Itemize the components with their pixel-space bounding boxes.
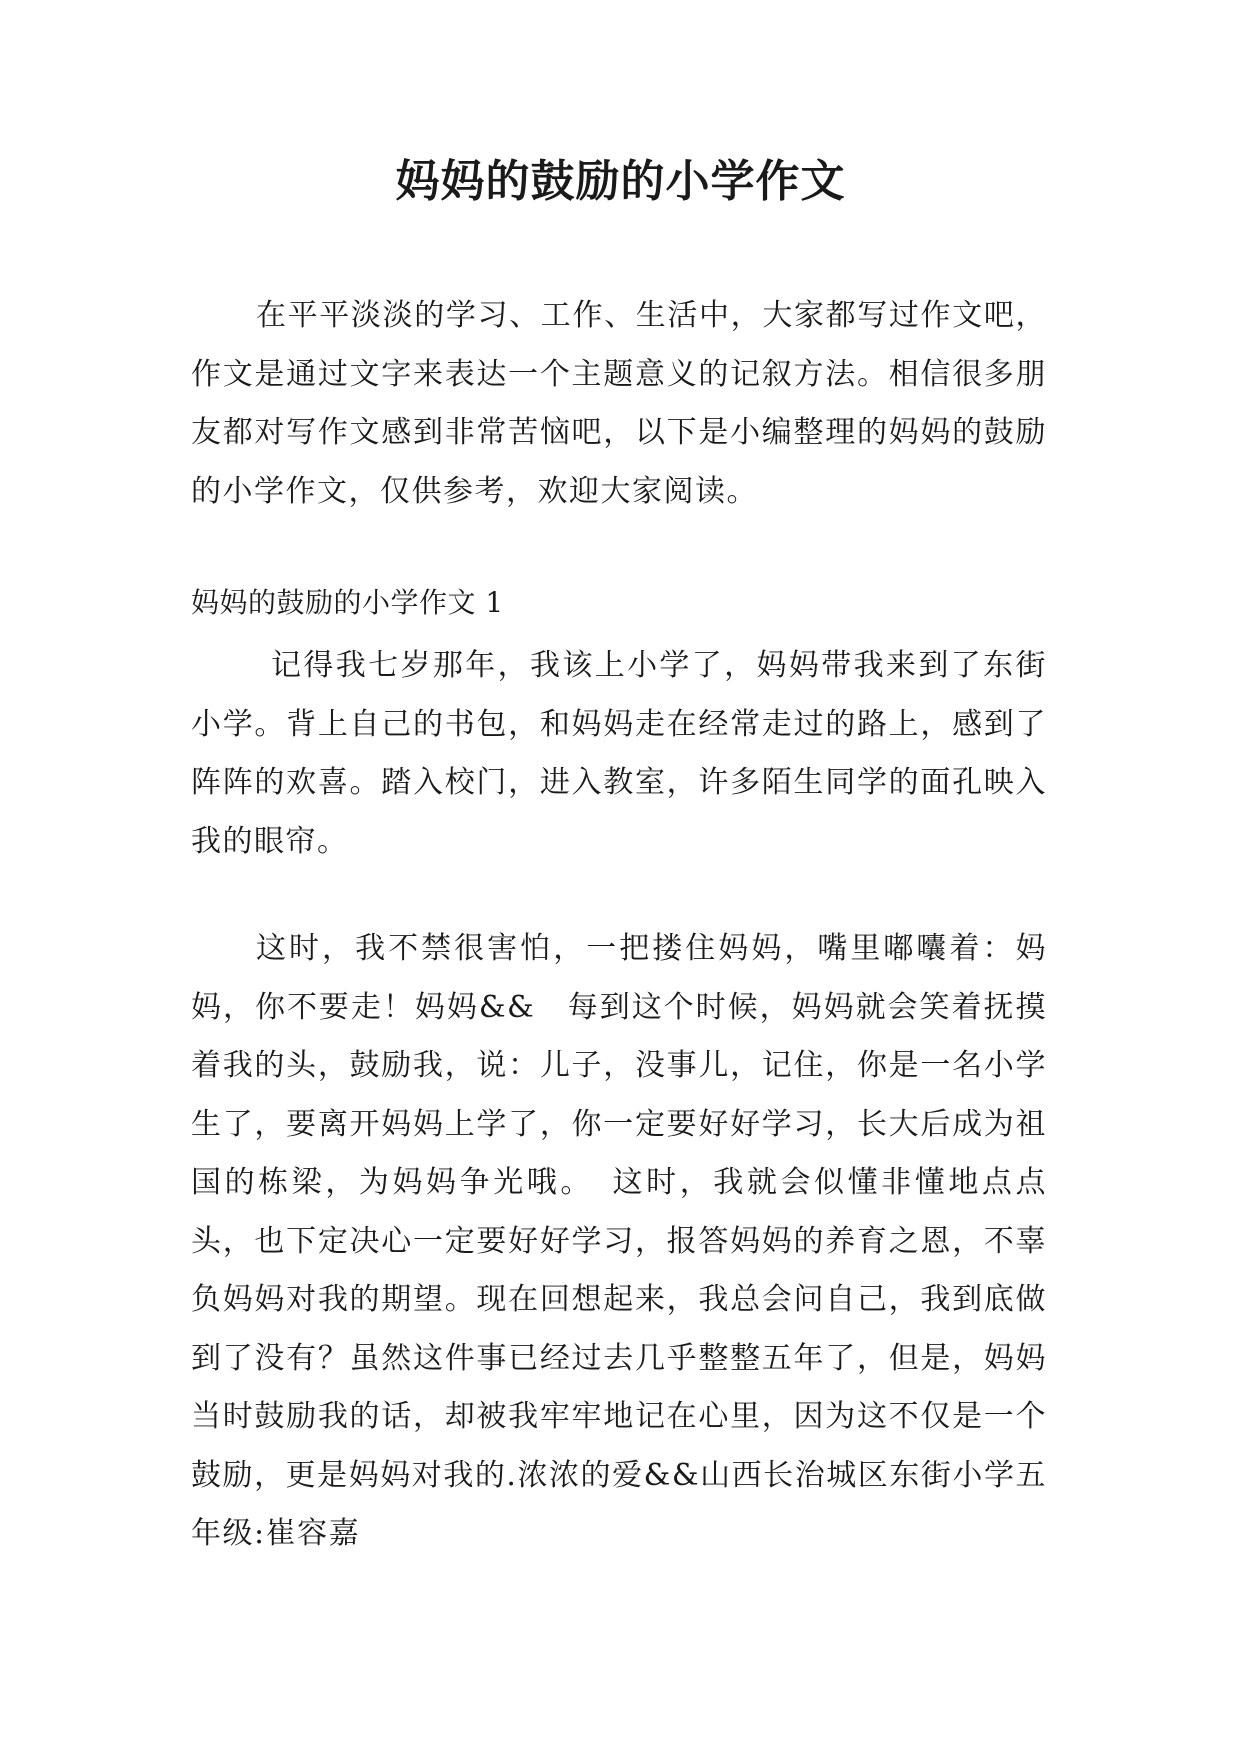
intro-paragraph: 在平平淡淡的学习、工作、生活中，大家都写过作文吧，作文是通过文字来表达一个主题意义的记叙方法。相信很多朋友都对写作文感到非常苦恼吧，以下是小编整理的妈妈的鼓励的小学作文，仅供参考，欢迎大家阅读。	[191, 298, 1047, 509]
document-title: 妈妈的鼓励的小学作文	[395, 156, 846, 207]
body-paragraph: 这时，我不禁很害怕，一把搂住妈妈，嘴里嘟囔着：妈妈，你不要走！妈妈&& 每到这个时候，妈妈就会笑着抚摸着我的头，鼓励我，说：儿子，没事儿，记住，你是一名小学生了，要离开妈妈上学了，你一定要好好学习，长大后成为祖国的栋梁，为妈妈争光哦。 这时，我就会似懂非懂地点点头，也下定决心一定要好好学习，报答妈妈的养育之恩，不辜负妈妈对我的期望。现在回想起来，我总会问自己，我到底做到了没有？虽然这件事已经过去几乎整整五年了，但是，妈妈当时鼓励我的话，却被我牢牢地记在心里，因为这不仅是一个鼓励，更是妈妈对我的.浓浓的爱&&山西长治城区东街小学五年级:崔容嘉	[191, 931, 1047, 1551]
section-heading: 妈妈的鼓励的小学作文 1	[191, 586, 504, 619]
body-paragraph: 记得我七岁那年，我该上小学了，妈妈带我来到了东街小学。背上自己的书包，和妈妈走在经常走过的路上，感到了阵阵的欢喜。踏入校门，进入教室，许多陌生同学的面孔映入我的眼帘。	[191, 648, 1047, 859]
